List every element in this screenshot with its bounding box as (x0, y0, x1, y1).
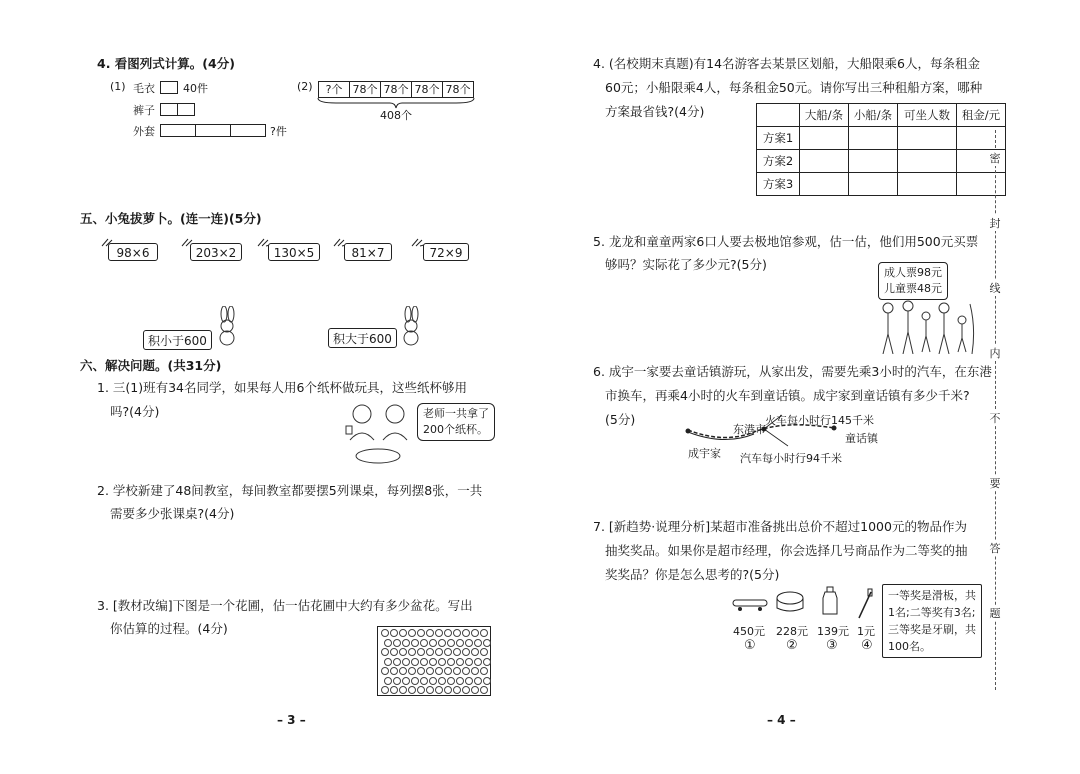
teacher-bubble-line1: 老师一共拿了 (423, 407, 489, 420)
answer-cell[interactable] (898, 150, 957, 173)
r-q7-line1: 7. [新趋势·说理分析]某超市准备挑出总价不超过1000元的物品作为 (593, 519, 967, 534)
binding-char: 密 (989, 152, 1001, 165)
flower-pot-icon (465, 677, 473, 685)
flower-pot-icon (474, 658, 482, 666)
target-greater-600[interactable]: 积大于600 (328, 328, 397, 348)
page-number-4: – 4 – (767, 713, 796, 727)
r-q4-line3: 方案最省钱?(4分) (605, 104, 705, 119)
answer-cell[interactable] (898, 127, 957, 150)
item1-num: ① (744, 638, 756, 653)
flower-pot-icon (444, 667, 452, 675)
flower-pot-icon (420, 658, 428, 666)
flower-pot-icon (417, 629, 425, 637)
prize-note (882, 584, 982, 658)
item4-num: ④ (861, 638, 873, 653)
sweater-value: 40件 (183, 82, 208, 95)
flower-pot-icon (420, 677, 428, 685)
flower-pot-icon (462, 648, 470, 656)
flower-pot-icon (471, 648, 479, 656)
ticket-price-sign (878, 262, 948, 300)
section5-title: 五、小兔拔萝卜。(连一连)(5分) (80, 211, 262, 226)
r-q7-line3: 奖奖品？你是怎么思考的?(5分) (605, 567, 780, 582)
table-header-row (757, 104, 1006, 127)
flower-pot-icon (381, 686, 389, 694)
carrot-expr-1[interactable]: 98×6 (108, 243, 158, 261)
flower-pot-icon (402, 639, 410, 647)
flower-pot-icon (381, 648, 389, 656)
coat-label: 外套 (133, 125, 155, 138)
prize-note-line4: 100名。 (888, 640, 931, 653)
rice-cooker-icon (775, 590, 805, 614)
flower-pot-icon (399, 686, 407, 694)
answer-cell[interactable] (898, 173, 957, 196)
flower-pot-icon (426, 648, 434, 656)
plan-label: 方案2 (757, 150, 800, 173)
flower-pot-icon (390, 686, 398, 694)
pants-bar-1 (160, 103, 178, 116)
flower-pot-icon (462, 667, 470, 675)
kids-with-cups-illustration (340, 400, 420, 470)
skateboard-icon (732, 594, 768, 614)
binding-char: 要 (989, 477, 1001, 490)
answer-cell[interactable] (800, 173, 849, 196)
r-q7-line2: 抽奖奖品。如果你是超市经理，你会选择几号商品作为二等奖的抽 (605, 543, 968, 558)
binding-char: 题 (989, 607, 1001, 620)
binding-char: 封 (989, 217, 1001, 230)
answer-cell[interactable] (957, 173, 1006, 196)
answer-cell[interactable] (800, 150, 849, 173)
flower-pot-icon (399, 629, 407, 637)
flower-pot-icon (462, 686, 470, 694)
coat-value: ?件 (270, 125, 287, 138)
city-label: 东港市 (733, 423, 766, 436)
binding-char: 不 (989, 412, 1001, 425)
r-q5-line1: 5. 龙龙和童童两家6口人要去极地馆参观，估一估，他们用500元买票 (593, 234, 979, 249)
train-speed-label: 火车每小时行145千米 (765, 414, 874, 427)
r-q6-line3: (5分) (605, 412, 636, 427)
flower-pot-icon (444, 629, 452, 637)
flower-pot-icon (435, 686, 443, 694)
flower-pot-icon (474, 639, 482, 647)
r-q6-line2: 市换车，再乘4小时的火车到童话镇。成宇家到童话镇有多少千米? (605, 388, 970, 403)
flower-pot-icon (453, 629, 461, 637)
flower-pot-icon (429, 677, 437, 685)
table-header-cell: 大船/条 (800, 104, 849, 127)
segment-78-2: 78个 (380, 81, 412, 98)
q4-part1-num: (1) (110, 80, 126, 93)
answer-cell[interactable] (849, 173, 898, 196)
flower-pot-icon (390, 629, 398, 637)
flower-pot-icon (390, 667, 398, 675)
flower-pot-icon (408, 648, 416, 656)
flower-pot-icon (438, 658, 446, 666)
flower-pot-icon (429, 658, 437, 666)
s6-q2-line2: 需要多少张课桌?(4分) (110, 506, 235, 521)
s6-q1-line1: 1. 三(1)班有34名同学，如果每人用6个纸杯做玩具，这些纸杯够用 (97, 380, 467, 395)
s6-q3-line1: 3. [教材改编]下图是一个花圃，估一估花圃中大约有多少盆花。写出 (97, 598, 473, 613)
home-label: 成宇家 (688, 447, 721, 460)
sweater-bar (160, 81, 178, 94)
town-label: 童话镇 (845, 432, 878, 445)
child-ticket-price: 儿童票48元 (884, 282, 942, 295)
r-q5-line2: 够吗？实际花了多少元?(5分) (605, 257, 767, 272)
boat-plan-table (756, 103, 1006, 196)
flower-pot-icon (402, 677, 410, 685)
s6-q1-line2: 吗?(4分) (110, 404, 160, 419)
item3-price: 139元 (817, 625, 849, 638)
carrot-expr-3[interactable]: 130×5 (268, 243, 320, 261)
flower-pot-icon (474, 677, 482, 685)
flower-pot-icon (480, 629, 488, 637)
r-q4-line1: 4. (名校期末真题)有14名游客去某景区划船，大船限乘6人，每条租金 (593, 56, 981, 71)
family-illustration (878, 298, 978, 354)
flower-pot-icon (381, 667, 389, 675)
flower-pot-icon (393, 658, 401, 666)
pants-bar-2 (177, 103, 195, 116)
rabbit-icon (396, 306, 426, 346)
binding-char: 答 (989, 542, 1001, 555)
plan-label: 方案1 (757, 127, 800, 150)
table-header-cell: 租金/元 (957, 104, 1006, 127)
flower-pot-icon (411, 677, 419, 685)
segment-78-1: 78个 (349, 81, 381, 98)
flower-garden-figure (377, 626, 491, 696)
flower-pot-icon (435, 629, 443, 637)
flower-pot-icon (381, 629, 389, 637)
flower-pot-icon (438, 677, 446, 685)
prize-note-line2: 1名;二等奖有3名; (888, 606, 976, 619)
flower-pot-icon (408, 686, 416, 694)
answer-cell[interactable] (957, 127, 1006, 150)
prize-note-line1: 一等奖是滑板，共 (888, 589, 976, 602)
flower-pot-icon (408, 667, 416, 675)
segment-78-4: 78个 (442, 81, 474, 98)
flower-pot-icon (408, 629, 416, 637)
flower-pot-icon (456, 677, 464, 685)
flower-pot-icon (456, 658, 464, 666)
table-header-cell (757, 104, 800, 127)
q4-part2-num: (2) (297, 80, 313, 93)
bus-speed-label: 汽车每小时行94千米 (740, 452, 842, 465)
q4-title: 4. 看图列式计算。(4分) (97, 56, 235, 71)
table-row (757, 173, 1006, 196)
flower-pot-icon (453, 686, 461, 694)
table-row (757, 127, 1006, 150)
flower-pot-icon (471, 667, 479, 675)
sweater-label: 毛衣 (133, 82, 155, 95)
target-less-600[interactable]: 积小于600 (143, 330, 212, 350)
s6-q3-line2: 你估算的过程。(4分) (110, 621, 228, 636)
flower-pot-icon (480, 667, 488, 675)
flower-pot-icon (417, 648, 425, 656)
answer-cell[interactable] (849, 127, 898, 150)
plan-label: 方案3 (757, 173, 800, 196)
s6-q2-line1: 2. 学校新建了48间教室，每间教室都要摆5列课桌，每列摆8张，一共 (97, 483, 483, 498)
flower-pot-icon (399, 667, 407, 675)
flower-pot-icon (483, 677, 491, 685)
flower-pot-icon (426, 667, 434, 675)
table-header-cell: 可坐人数 (898, 104, 957, 127)
answer-cell[interactable] (800, 127, 849, 150)
adult-ticket-price: 成人票98元 (884, 266, 942, 279)
flower-pot-icon (444, 686, 452, 694)
toothbrush-icon (855, 588, 875, 620)
coat-bar-3 (230, 124, 266, 137)
flower-pot-icon (417, 686, 425, 694)
r-q4-line2: 60元；小船限乘4人，每条租金50元。请你写出三种租船方案，哪种 (605, 80, 983, 95)
flower-pot-icon (456, 639, 464, 647)
flower-pot-icon (417, 667, 425, 675)
flower-pot-icon (411, 658, 419, 666)
table-row (757, 150, 1006, 173)
item4-price: 1元 (857, 625, 875, 638)
coat-bar-1 (160, 124, 196, 137)
flower-pot-icon (384, 658, 392, 666)
flower-pot-icon (480, 648, 488, 656)
flower-pot-icon (402, 658, 410, 666)
carrot-expr-4[interactable]: 81×7 (344, 243, 392, 261)
flower-pot-icon (435, 648, 443, 656)
coat-bar-2 (195, 124, 231, 137)
flower-pot-icon (429, 639, 437, 647)
segment-78-3: 78个 (411, 81, 443, 98)
flower-pot-icon (393, 677, 401, 685)
flower-pot-icon (426, 629, 434, 637)
flower-pot-icon (390, 648, 398, 656)
flower-pot-icon (444, 648, 452, 656)
flower-pot-icon (411, 639, 419, 647)
segment-unknown: ?个 (318, 81, 350, 98)
flower-pot-icon (447, 658, 455, 666)
rabbit-icon (212, 306, 242, 346)
r-q6-line1: 6. 成宇一家要去童话镇游玩，从家出发，需要先乘3小时的汽车，在东港 (593, 364, 992, 379)
item1-price: 450元 (733, 625, 765, 638)
flower-pot-icon (447, 639, 455, 647)
flower-pot-icon (462, 629, 470, 637)
flower-pot-icon (483, 658, 491, 666)
binding-char: 内 (989, 347, 1001, 360)
item2-price: 228元 (776, 625, 808, 638)
flower-pot-icon (438, 639, 446, 647)
item3-num: ③ (826, 638, 838, 653)
table-header-cell: 小船/条 (849, 104, 898, 127)
flower-pot-icon (420, 639, 428, 647)
flower-pot-icon (465, 639, 473, 647)
flower-pot-icon (483, 639, 491, 647)
flower-pot-icon (435, 667, 443, 675)
item2-num: ② (786, 638, 798, 653)
page-number-3: – 3 – (277, 713, 306, 727)
carrot-expr-5[interactable]: 72×9 (423, 243, 469, 261)
carrot-expr-2[interactable]: 203×2 (190, 243, 242, 261)
flower-pot-icon (465, 658, 473, 666)
flower-pot-icon (393, 639, 401, 647)
segment-total: 408个 (380, 109, 412, 122)
answer-cell[interactable] (849, 150, 898, 173)
section6-title: 六、解决问题。(共31分) (80, 358, 222, 373)
flower-pot-icon (426, 686, 434, 694)
flower-pot-icon (471, 686, 479, 694)
flower-pot-icon (453, 667, 461, 675)
binding-char: 线 (989, 282, 1001, 295)
pants-label: 裤子 (133, 104, 155, 117)
teacher-bubble (417, 403, 495, 441)
flower-pot-icon (399, 648, 407, 656)
flower-pot-icon (480, 686, 488, 694)
flower-pot-icon (384, 677, 392, 685)
flower-pot-icon (453, 648, 461, 656)
flower-pot-icon (384, 639, 392, 647)
bottle-icon (820, 586, 840, 616)
flower-pot-icon (447, 677, 455, 685)
flower-pot-icon (471, 629, 479, 637)
prize-note-line3: 三等奖是牙刷，共 (888, 623, 976, 636)
teacher-bubble-line2: 200个纸杯。 (423, 423, 488, 436)
